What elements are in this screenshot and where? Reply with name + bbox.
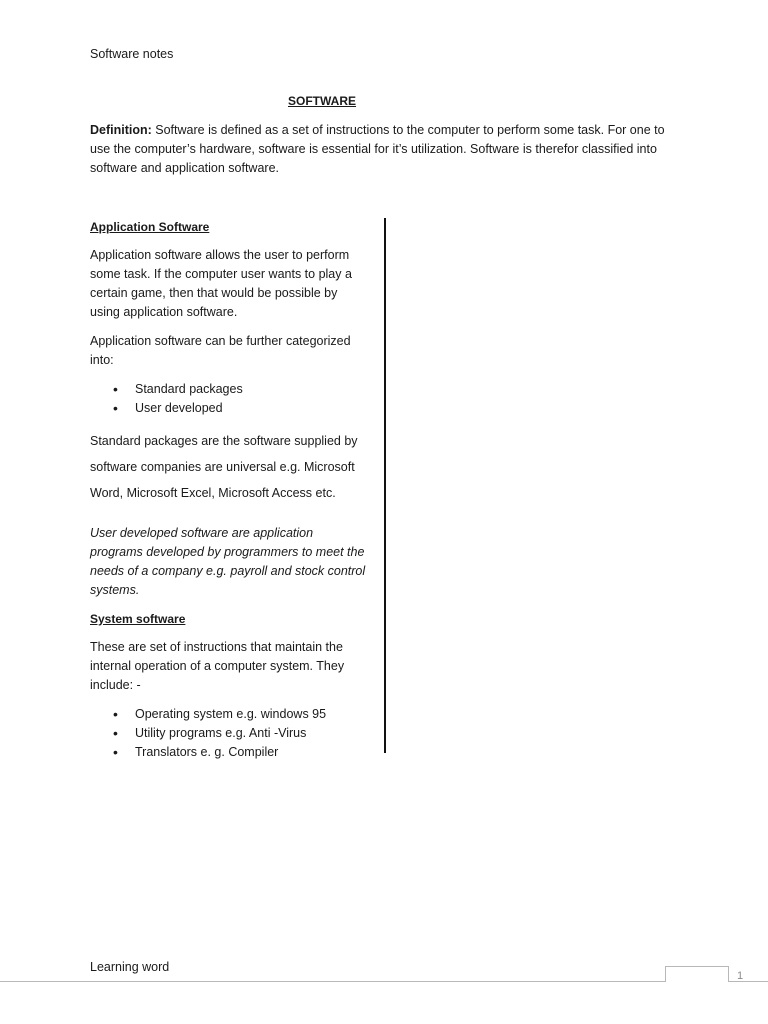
definition-label: Definition: — [90, 123, 152, 137]
list-item: • User developed — [135, 399, 368, 418]
definition-text: Software is defined as a set of instructions to the computer to perform some task. For one to use the computer’s hardware, software is essential for it’s utilization. Software is therefor classified into software and application software. — [90, 123, 665, 175]
list-item: • Utility programs e.g. Anti -Virus — [135, 724, 368, 743]
column-divider — [384, 218, 386, 753]
page-number: 1 — [737, 970, 744, 982]
page-number-box — [665, 966, 729, 982]
application-para-4: User developed software are application programs developed by programmers to meet the needs of a company e.g. payroll and stock control systems. — [90, 526, 366, 597]
application-list — [90, 380, 368, 418]
application-software-heading: Application Software — [90, 220, 210, 234]
footer-divider — [0, 981, 768, 982]
application-para-1: Application software allows the user to perform some task. If the computer user wants to play a certain game, then that would be possible by using application software. — [90, 248, 352, 319]
list-item: • Standard packages — [135, 380, 368, 399]
application-para-3: Standard packages are the software supplied by software companies are universal e.g. Microsoft Word, Microsoft Excel, Microsoft Access etc. — [90, 434, 358, 500]
system-para-1: These are set of instructions that maintain the internal operation of a computer system. They include: - — [90, 640, 345, 692]
definition-paragraph — [90, 121, 686, 178]
system-software-heading: System software — [90, 612, 186, 626]
document-title: SOFTWARE — [288, 94, 356, 108]
page-header: Software notes — [90, 47, 174, 61]
page-footer: Learning word — [90, 960, 170, 974]
list-item: • Operating system e.g. windows 95 — [135, 705, 368, 724]
system-list — [90, 705, 368, 762]
application-para-2: Application software can be further categorized into: — [90, 334, 351, 367]
list-item: • Translators e. g. Compiler — [135, 743, 368, 762]
left-column — [90, 218, 368, 772]
